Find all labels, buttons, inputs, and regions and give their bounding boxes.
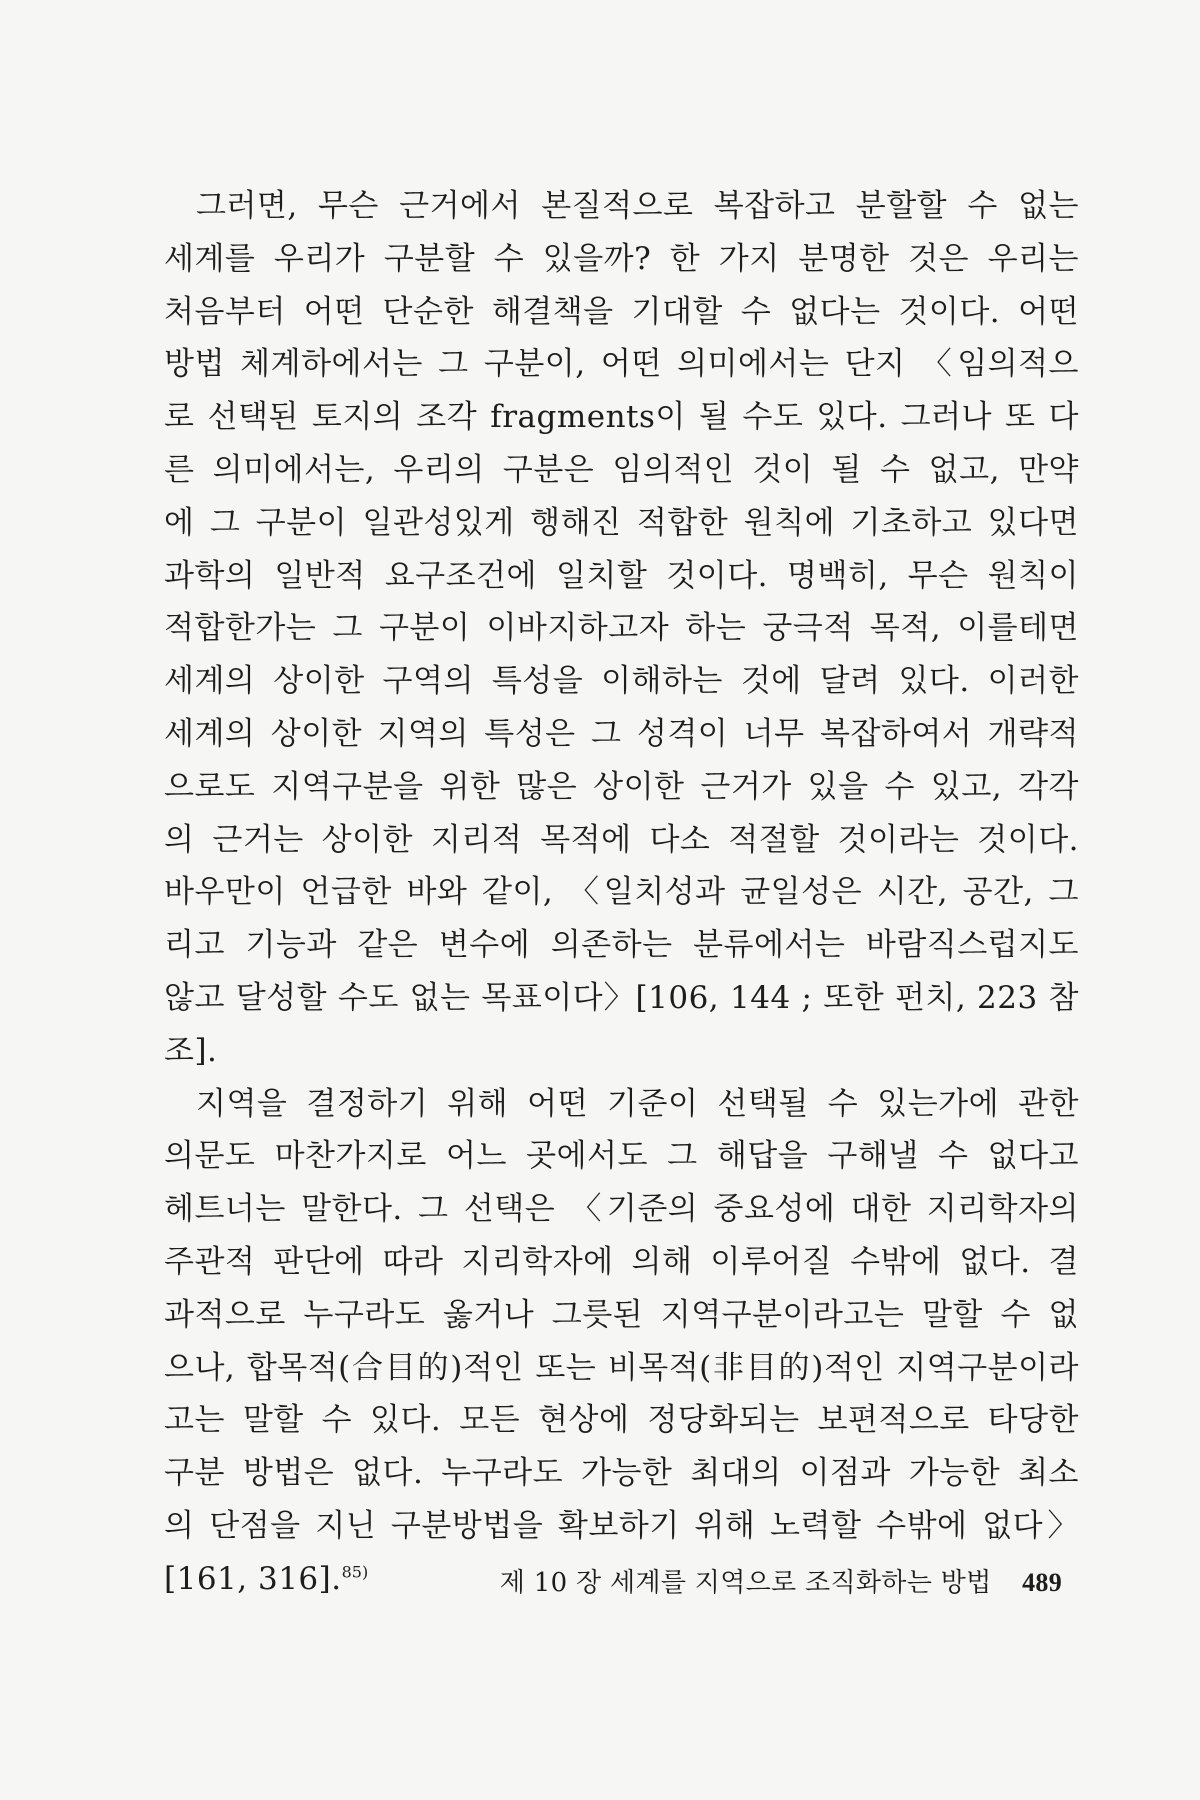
text-line: 조]. [164,1032,218,1069]
text-line: 으로도 지역구분을 위한 많은 상이한 근거가 있을 수 있고, 각각 [164,768,1079,805]
text-line: 주관적 판단에 따라 지리학자에 의해 이루어질 수밖에 없다. 결 [164,1243,1079,1280]
body-text [164,180,1079,1606]
text-line: 바우만이 언급한 바와 같이, 〈일치성과 균일성은 시간, 공간, 그 [164,874,1079,911]
text-line: 리고 기능과 같은 변수에 의존하는 분류에서는 바람직스럽지도 [164,927,1079,964]
text-line: 적합한가는 그 구분이 이바지하고자 하는 궁극적 목적, 이를테면 [164,610,1079,647]
text-line: 처음부터 어떤 단순한 해결책을 기대할 수 없다는 것이다. 어떤 [164,293,1079,330]
text-line: 세계의 상이한 지역의 특성은 그 성격이 너무 복잡하여서 개략적 [164,715,1079,752]
text-line: 른 의미에서는, 우리의 구분은 임의적인 것이 될 수 없고, 만약 [164,451,1079,488]
text-line: 으나, 합목적(合目的)적인 또는 비목적(非目的)적인 지역구분이라 [164,1349,1079,1386]
text-line: 고는 말할 수 있다. 모든 현상에 정당화되는 보편적으로 타당한 [164,1402,1079,1439]
page-number: 489 [1022,1568,1062,1597]
text-line: 과적으로 누구라도 옳거나 그릇된 지역구분이라고는 말할 수 없 [164,1296,1079,1333]
text-line: 세계를 우리가 구분할 수 있을까? 한 가지 분명한 것은 우리는 [164,240,1079,277]
running-footer [500,1562,1062,1599]
text-line: 과학의 일반적 요구조건에 일치할 것이다. 명백히, 무슨 원칙이 [164,557,1079,594]
text-line: 구분 방법은 없다. 누구라도 가능한 최대의 이점과 가능한 최소 [164,1455,1079,1492]
text-line: 않고 달성할 수도 없는 목표이다〉[106, 144 ; 또한 펀치, 223 참 [164,979,1079,1016]
text-line: 헤트너는 말한다. 그 선택은 〈기준의 중요성에 대한 지리학자의 [164,1191,1079,1228]
footnote-reference[interactable]: 85) [341,1562,369,1582]
text-line: 그러면, 무슨 근거에서 본질적으로 복잡하고 분할할 수 없는 [196,188,1079,224]
text-line: 에 그 구분이 일관성있게 행해진 적합한 원칙에 기초하고 있다면 [164,504,1079,541]
text-line: 의문도 마찬가지로 어느 곳에서도 그 해답을 구해낼 수 없다고 [164,1138,1079,1175]
text-line: 의 근거는 상이한 지리적 목적에 다소 적절할 것이라는 것이다. [164,821,1079,858]
text-line: 지역을 결정하기 위해 어떤 기준이 선택될 수 있는가에 관한 [196,1085,1079,1122]
chapter-title: 제 10 장 세계를 지역으로 조직화하는 방법 [499,1568,992,1598]
text-line: 로 선택된 토지의 조각 fragments이 될 수도 있다. 그러나 또 다 [164,399,1079,436]
citation-text: [161, 316]. [164,1560,342,1597]
text-line: 세계의 상이한 구역의 특성을 이해하는 것에 달려 있다. 이러한 [164,663,1079,700]
text-line: 방법 체계하에서는 그 구분이, 어떤 의미에서는 단지 〈임의적으 [164,346,1079,383]
text-line: 의 단점을 지닌 구분방법을 확보하기 위해 노력할 수밖에 없다〉 [164,1507,1079,1544]
